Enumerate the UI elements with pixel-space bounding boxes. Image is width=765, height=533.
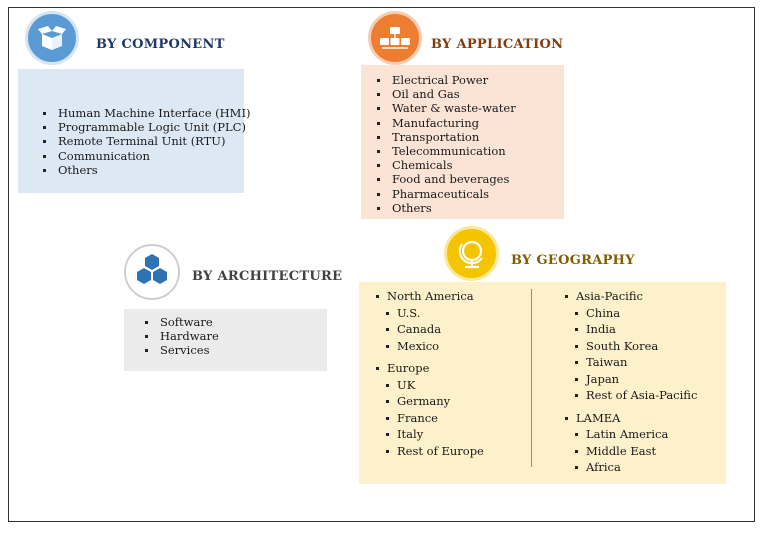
application-list [374,73,564,215]
architecture-item: Services [142,343,327,357]
application-item: Oil and Gas [374,87,564,101]
geography-country: India [562,321,697,338]
application-item: Water & waste-water [374,101,564,115]
geography-country: Canada [373,321,484,338]
application-icon-badge [368,11,422,65]
geography-panel [359,282,726,484]
geography-country: UK [373,377,484,394]
geography-right-column [562,288,697,476]
geography-country: U.S. [373,305,484,322]
application-item: Food and beverages [374,172,564,186]
component-item: Communication [40,149,244,163]
architecture-title: BY ARCHITECTURE [192,269,343,284]
geography-region: Asia-Pacific [562,288,697,305]
geography-country: South Korea [562,338,697,355]
geography-left-column [373,288,484,459]
geography-country: Rest of Asia-Pacific [562,387,697,404]
hexagon-cluster-icon [132,253,172,291]
geography-region: LAMEA [562,410,697,427]
network-blocks-icon [379,25,411,51]
application-item: Electrical Power [374,73,564,87]
geography-title: BY GEOGRAPHY [511,253,635,268]
architecture-item: Software [142,315,327,329]
geography-country: Italy [373,426,484,443]
application-item: Telecommunication [374,144,564,158]
open-box-icon [37,23,67,53]
component-list [40,106,251,177]
component-item: Remote Terminal Unit (RTU) [40,134,244,148]
component-icon-badge [25,11,79,65]
application-title: BY APPLICATION [431,37,564,52]
component-title: BY COMPONENT [96,37,225,52]
geography-country: Mexico [373,338,484,355]
architecture-panel [124,309,327,371]
application-item: Pharmaceuticals [374,187,564,201]
geography-country: France [373,410,484,427]
geography-region: Europe [373,360,484,377]
geography-country: Middle East [562,443,697,460]
component-item: Programmable Logic Unit (PLC) [40,120,244,134]
component-panel [18,69,251,193]
geography-country: Japan [562,371,697,388]
geography-column-divider [531,289,532,467]
geography-country: Rest of Europe [373,443,484,460]
component-item: Human Machine Interface (HMI) [40,106,244,120]
application-item: Chemicals [374,158,564,172]
geography-country: Latin America [562,426,697,443]
geography-region: North America [373,288,484,305]
architecture-icon-badge [124,244,180,300]
geography-icon-badge [444,226,499,281]
geography-country: Taiwan [562,354,697,371]
globe-icon [457,238,487,270]
geography-country: China [562,305,697,322]
application-item: Transportation [374,130,564,144]
architecture-list [142,315,327,358]
geography-country: Germany [373,393,484,410]
application-item: Others [374,201,564,215]
component-item: Others [40,163,244,177]
architecture-item: Hardware [142,329,327,343]
application-panel [361,65,564,219]
geography-country: Africa [562,459,697,476]
application-item: Manufacturing [374,116,564,130]
